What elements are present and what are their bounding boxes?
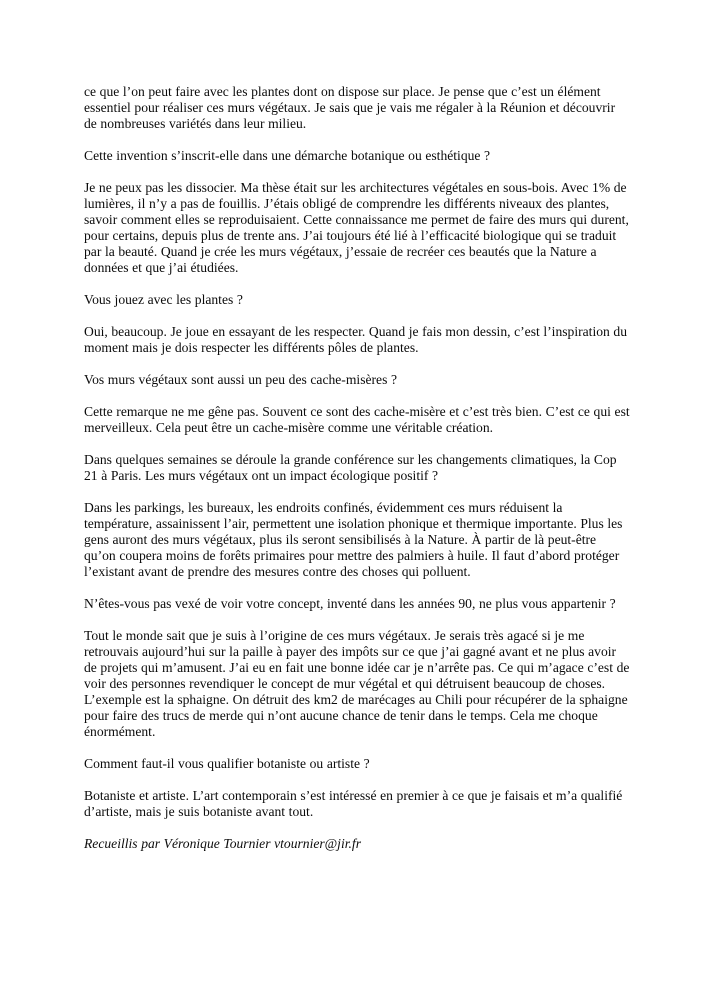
interview-question: Vos murs végétaux sont aussi un peu des cache-misères ? — [84, 372, 397, 387]
interview-question: Vous jouez avec les plantes ? — [84, 292, 243, 307]
interview-answer: Dans les parkings, les bureaux, les endroits confinés, évidemment ces murs réduisent la température, assainissent l’air, permettent une isolation phonique et thermique importante. Plus les gens auront des murs végétaux, plus ils seront sensibilisés à la Nature. À partir de là peut-être qu’on coupera moins de forêts primaires pour mettre des palmiers à huile. Il faut d’abord protéger l’existant avant de prendre des mesures contre des choses qui polluent. — [84, 500, 623, 579]
interview-answer: Tout le monde sait que je suis à l’origine de ces murs végétaux. Je serais très agacé si je me retrouvais aujourd’hui sur la paille à payer des impôts sur ce que j’ai gagné avant et ne plus avoir de projets qui m’amusent. J’ai eu en fait une bonne idée car je n’arrête pas. Ce qui m’agace c’est de voir des personnes revendiquer le concept de mur végétal et qui détruisent beaucoup de choses. L’exemple est la sphaigne. On détruit des km2 de marécages au Chili pour récupérer de la sphaigne pour faire des trucs de merde qui n’ont aucune chance de tenir dans le temps. Cela me choque énormément. — [84, 628, 630, 739]
interview-question: N’êtes-vous pas vexé de voir votre concept, inventé dans les années 90, ne plus vous appartenir ? — [84, 596, 616, 611]
interview-answer: Je ne peux pas les dissocier. Ma thèse était sur les architectures végétales en sous-bois. Avec 1% de lumières, il n’y a pas de fouillis. J’étais obligé de comprendre les différents niveaux des plantes, savoir comment elles se reproduisaient. Cette connaissance me permet de faire des murs qui durent, pour certains, depuis plus de trente ans. J’ai toujours été lié à l’efficacité biologique qui se traduit par la beauté. Quand je crée les murs végétaux, j’essaie de recréer ces beautés que la Nature a données et que j’ai étudiées. — [84, 180, 629, 275]
signature-line: Recueillis par Véronique Tournier vtournier@jir.fr — [84, 836, 361, 851]
document-body — [84, 84, 631, 868]
interview-answer: Oui, beaucoup. Je joue en essayant de les respecter. Quand je fais mon dessin, c’est l’inspiration du moment mais je dois respecter les différents pôles de plantes. — [84, 324, 628, 355]
interview-answer: Cette remarque ne me gêne pas. Souvent ce sont des cache-misère et c’est très bien. C’est ce qui est merveilleux. Cela peut être un cache-misère comme une véritable création. — [84, 404, 630, 435]
interview-question: Dans quelques semaines se déroule la grande conférence sur les changements climatiques, la Cop 21 à Paris. Les murs végétaux ont un impact écologique positif ? — [84, 452, 617, 483]
interview-answer: Botaniste et artiste. L’art contemporain s’est intéressé en premier à ce que je faisais et m’a qualifié d’artiste, mais je suis botaniste avant tout. — [84, 788, 623, 819]
interview-question: Comment faut-il vous qualifier botaniste ou artiste ? — [84, 756, 370, 771]
interview-question: Cette invention s’inscrit-elle dans une démarche botanique ou esthétique ? — [84, 148, 491, 163]
interview-answer: ce que l’on peut faire avec les plantes dont on dispose sur place. Je pense que c’est un élément essentiel pour réaliser ces murs végétaux. Je sais que je vais me régaler à la Réunion et découvrir de nombreuses variétés dans leur milieu. — [84, 84, 616, 131]
